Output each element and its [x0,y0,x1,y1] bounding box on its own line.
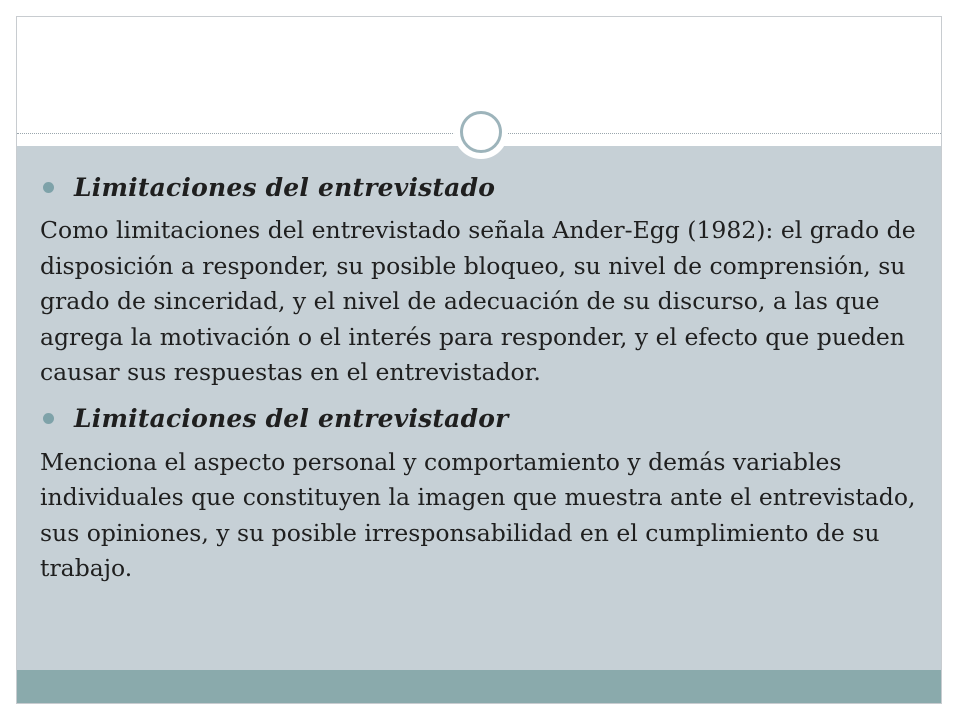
section-paragraph: Como limitaciones del entrevistado señala Ander-Egg (1982): el grado de disposición a responder, su posible bloqueo, su nivel de comprensión, su grado de sinceridad, y el nivel de adecuación de su discurso, a las que agrega la motivación o el interés para responder, y el efecto que pueden causar sus respuestas en el entrevistador. [40,216,916,386]
section-heading: Limitaciones del entrevistador [74,404,509,433]
section-paragraph: Menciona el aspecto personal y comportamiento y demás variables individuales que constituyen la imagen que muestra ante el entrevistado, sus opiniones, y su posible irresponsabilidad en el cumplimiento de su trabajo. [40,447,916,582]
bullet-dot-icon [43,182,54,193]
bullet-dot-icon [43,413,54,424]
circle-ring-icon [460,111,502,153]
bullet-item-entrevistado [40,165,920,209]
bullet-item-entrevistador [40,397,920,441]
slide-text-block [40,165,920,593]
section-heading: Limitaciones del entrevistado [74,172,496,202]
